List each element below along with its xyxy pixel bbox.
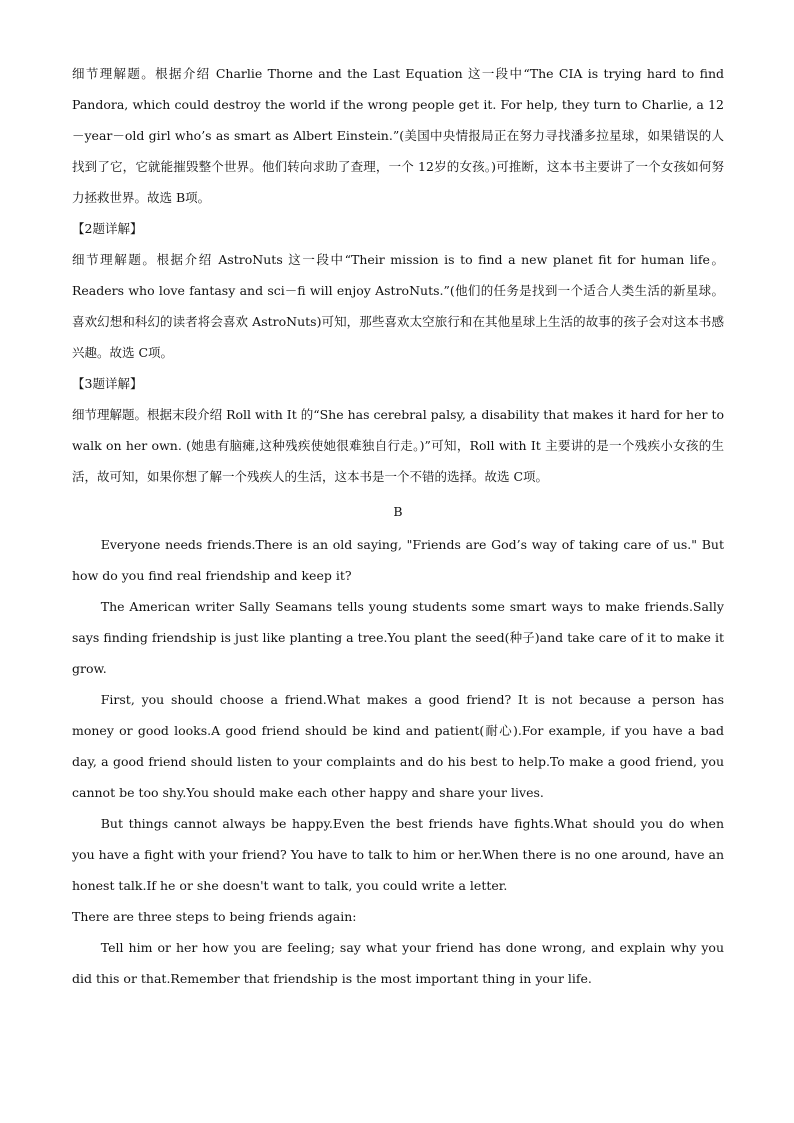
passage-paragraph-3: First, you should choose a friend.What makes a good friend? It is not because a person has money or good looks.A good friend should be kind and patient(耐心).For example, if you have a bad day, a good friend should listen to your complaints and do his best to help.To make a good friend, you cannot be too shy.You should make each other happy and share your lives. [72,692,724,800]
q1-explanation: 细节理解题。根据介绍 Charlie Thorne and the Last Equation 这一段中“The CIA is trying hard to find Pandora, which could destroy the world if the wrong people get it. For help, they turn to Charlie, a 12－year－old girl who’s as smart as Albert Einstein.”(美国中央情报局正在努力寻找潘多拉星球，如果错误的人找到了它，它就能摧毁整个世界。他们转向求助了查理，一个 12岁的女孩。)可推断，这本书主要讲了一个女孩如何努力拯救世界。故选 B项。 [72,66,724,205]
q3-explanation: 细节理解题。根据末段介绍 Roll with It 的“She has cerebral palsy, a disability that makes it hard for her to walk on her own. (她患有脑瘫,这种残疾使她很难独自行走。)”可知，Roll with It 主要讲的是一个残疾小女孩的生活，故可知，如果你想了解一个残疾人的生活，这本书是一个不错的选择。故选 C项。 [72,407,724,484]
passage-paragraph-4: But things cannot always be happy.Even the best friends have fights.What should you do when you have a fight with your friend? You have to talk to him or her.When there is no one around, have an honest talk.If he or she doesn't want to talk, you could write a letter. [72,816,724,893]
q2-heading: 【2题详解】 [72,221,143,236]
passage-paragraph-5: Tell him or her how you are feeling; say what your friend has done wrong, and explain why you did this or that.Remember that friendship is the most important thing in your life. [72,940,724,986]
document-page [72,58,724,994]
passage-label: B [393,504,403,519]
passage-paragraph-1: Everyone needs friends.There is an old saying, "Friends are God’s way of taking care of us." But how do you find real friendship and keep it? [72,537,724,583]
q2-explanation: 细节理解题。根据介绍 AstroNuts 这一段中“Their mission is to find a new planet fit for human life。Readers who love fantasy and sci－fi will enjoy AstroNuts.”(他们的任务是找到一个适合人类生活的新星球。喜欢幻想和科幻的读者将会喜欢 AstroNuts)可知，那些喜欢太空旅行和在其他星球上生活的故事的孩子会对这本书感兴趣。故选 C项。 [72,252,724,360]
passage-paragraph-2: The American writer Sally Seamans tells young students some smart ways to make friends.Sally says finding friendship is just like planting a tree.You plant the seed(种子)and take care of it to make it grow. [72,599,724,676]
q3-heading: 【3题详解】 [72,376,143,391]
passage-steps-line: There are three steps to being friends again: [72,909,357,924]
